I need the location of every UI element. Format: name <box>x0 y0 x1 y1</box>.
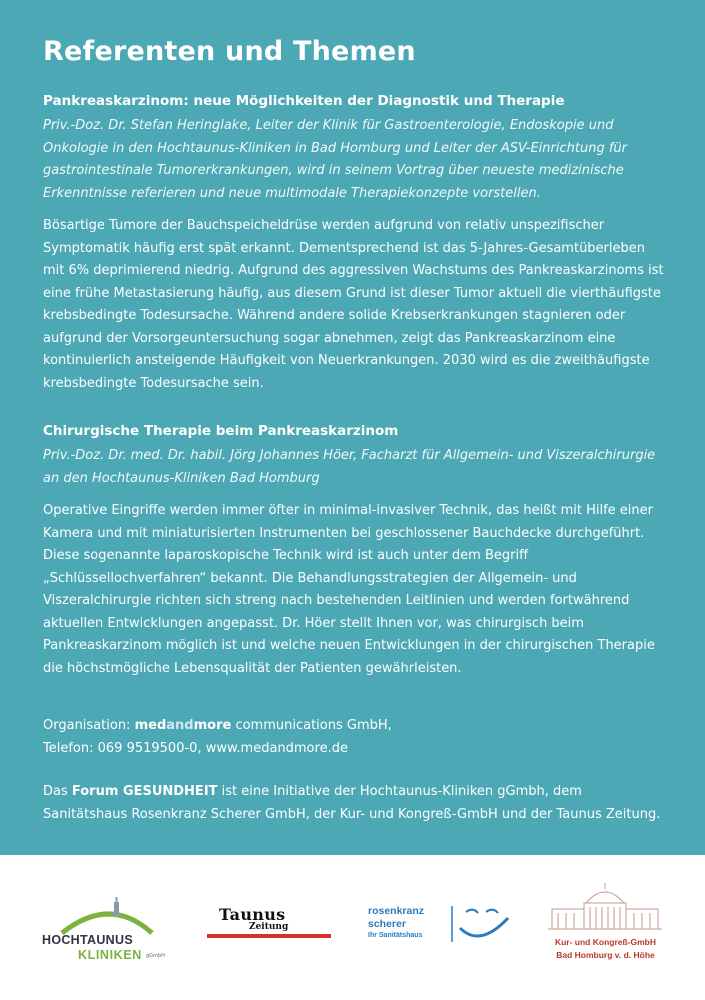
sponsor-logos <box>0 855 705 1000</box>
speaker-description: Priv.-Doz. Dr. Stefan Heringlake, Leiter der Klinik für Gastroenterologie, Endoskopie und Onkologie in den Hochtaunus-Kliniken in Bad Homburg und Leiter der ASV-Einrichtung für gastrointestinale Tumorerkrankungen, wird in seinem Vortrag über neueste medizinische Erkenntnisse referieren und neue multimodale Therapiekonzepte vorstellen. <box>43 118 627 201</box>
section-body: Operative Eingriffe werden immer öfter in minimal-invasiver Technik, das heißt mit Hilfe einer Kamera und mit miniaturisierten Instrumenten bei geschlossener Bauchdecke durchgeführt. Diese sogenannte laparoskopische Technik wird ist auch unter dem Begriff „Schlüssellochverfahren“ bekannt. Die Behandlungsstrategien der Allgemein- und Viszeralchirurgie richten sich streng nach bestehenden Leitlinien und werden fortwährend aktuellen Entwicklungen angepasst. Dr. Höer stellt Ihnen vor, was chirurgisch beim Pankreaskarzinom möglich ist und welche neuen Entwicklungen in der chirurgischen Therapie die höchstmögliche Lebensqualität der Patienten gewährleisten. <box>43 503 655 676</box>
medandmore-brand: medandmore <box>134 718 232 733</box>
page-title: Referenten und Themen <box>43 36 416 67</box>
taunus-zeitung-logo: Taunus Zeitung <box>205 905 333 941</box>
organisation-prefix: Organisation: <box>43 718 135 733</box>
organisation-suffix: communications GmbH, <box>231 718 392 733</box>
topics-content <box>43 93 668 680</box>
taunus-red-bar <box>207 934 331 938</box>
speaker-description: Priv.-Doz. Dr. med. Dr. habil. Jörg Johannes Höer, Facharzt für Allgemein- und Viszeralchirurgie an den Hochtaunus-Kliniken Bad Homburg <box>43 448 656 486</box>
forum-gesundheit: Forum GESUNDHEIT <box>71 784 218 799</box>
organisation-info <box>43 715 668 760</box>
hochtaunus-kliniken-logo: HOCHTAUNUS KLINIKEN gGmbH <box>40 893 165 963</box>
section-chirurgische-therapie <box>43 423 668 680</box>
kur-kongress-logo: Kur- und Kongreß-GmbH Bad Homburg v. d. Höhe <box>538 883 673 965</box>
rosenkranz-scherer-logo: rosenkranz scherer Ihr Sanitätshaus <box>368 902 518 952</box>
initiative-text: Das Forum GESUNDHEIT ist eine Initiative der Hochtaunus-Kliniken gGmbh, dem Sanitätshaus Rosenkranz Scherer GmbH, der Kur- und Kongreß-GmbH und der Taunus Zeitung. <box>43 784 661 822</box>
rosenkranz-smile-icon <box>446 904 516 944</box>
section-body: Bösartige Tumore der Bauchspeicheldrüse werden aufgrund von relativ unspezifischer Symptomatik häufig erst spät erkannt. Dementsprechend ist das 5-Jahres-Gesamtüberleben mit 6% deprimierend niedrig. Aufgrund des aggressiven Wachstums des Pankreaskarzinoms ist eine frühe Metastasierung häufig, aus diesem Grund ist dieser Tumor aktuell die vierthäufigste krebsbedingte Todesursache. Während andere solide Krebserkrankungen stagnieren oder aufgrund der Vorsorgeuntersuchung sogar abnehmen, zeigt das Pankreaskarzinom eine kontinuierlich ansteigende Häufigkeit von Neuerkrankungen. 2030 wird es die zweithäufigste krebsbedingte Todesursache sein. <box>43 218 664 391</box>
section-heading: Chirurgische Therapie beim Pankreaskarzinom <box>43 423 399 439</box>
kurhaus-building-icon <box>538 883 673 933</box>
section-pankreaskarzinom <box>43 93 668 395</box>
hochtaunus-dome-icon <box>40 893 165 935</box>
section-heading: Pankreaskarzinom: neue Möglichkeiten der Diagnostik und Therapie <box>43 93 565 109</box>
organisation-phone: Telefon: 069 9519500-0, www.medandmore.de <box>43 740 348 756</box>
